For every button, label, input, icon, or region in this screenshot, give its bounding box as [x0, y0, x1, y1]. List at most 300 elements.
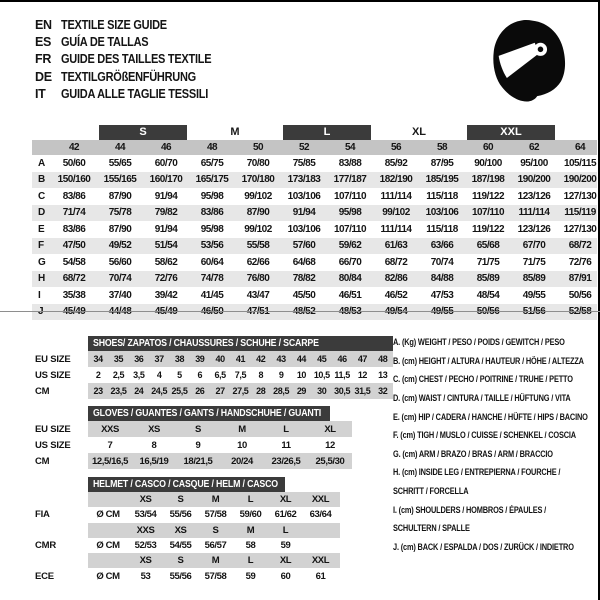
size-value: 45/50: [292, 289, 316, 301]
size-value: 9: [278, 370, 284, 380]
language-line-en: [35, 16, 232, 33]
size-value: 56/57: [204, 540, 227, 552]
size-value: 61: [315, 570, 326, 582]
row-label: FIA: [35, 509, 50, 521]
language-code: IT: [35, 87, 46, 102]
size-value: 11,5: [334, 370, 350, 380]
size-value: 9: [195, 439, 201, 451]
size-value: 59: [280, 540, 291, 552]
size-value: 28: [256, 386, 266, 396]
size-value: 83/86: [62, 190, 86, 202]
row-label: EU SIZE: [35, 423, 71, 435]
size-column-44: 44: [114, 142, 126, 153]
row-values: [88, 351, 393, 367]
size-value: M: [238, 423, 246, 435]
size-value: 7: [107, 439, 113, 451]
size-value: 119/122: [471, 223, 505, 235]
size-value: XL: [279, 555, 292, 567]
size-value: 127/130: [563, 190, 597, 202]
table-row: [35, 492, 340, 507]
size-column-56: 56: [390, 142, 402, 153]
measure-row-i: [32, 287, 597, 304]
size-value: 34: [93, 354, 103, 364]
size-value: 82/86: [384, 273, 408, 285]
size-value: 23: [93, 386, 103, 396]
size-value: 71/75: [476, 256, 500, 268]
size-value: 3,5: [133, 370, 145, 380]
legend-item: G. (cm) ARM / BRAZO / BRAS / ARM / BRACCIO: [393, 448, 553, 459]
size-value: 12,5/16,5: [91, 455, 129, 467]
measure-row-b: [32, 172, 597, 189]
measure-row-e: [32, 221, 597, 238]
table-row: [35, 568, 340, 583]
language-line-es: [35, 33, 232, 50]
size-value: 57/58: [204, 509, 227, 521]
row-values: [88, 421, 352, 437]
size-value: M: [211, 494, 220, 506]
size-value: 27: [215, 386, 225, 396]
gloves-size-table: [35, 406, 352, 469]
size-value: 115/118: [426, 223, 458, 235]
size-value: 150/160: [57, 174, 91, 186]
size-value: 57/58: [204, 570, 227, 582]
size-value: 31,5: [354, 386, 371, 396]
size-value: 187/198: [471, 174, 505, 186]
measurement-legend: [393, 333, 597, 556]
size-value: XL: [324, 423, 336, 435]
table-row: [35, 523, 340, 538]
size-value: 68/72: [62, 273, 86, 285]
table-row: [35, 437, 352, 453]
row-values: [88, 383, 393, 399]
size-value: 43/47: [246, 289, 270, 301]
guide-title: GUÍA DE TALLAS: [61, 35, 149, 50]
size-value: XL: [279, 494, 292, 506]
table-title: HELMET / CASCO / CASQUE / HELM / CASCO: [93, 479, 278, 490]
language-line-de: [35, 68, 232, 85]
size-value: S: [177, 494, 184, 506]
table-row: [35, 507, 340, 522]
size-value: 36: [134, 354, 144, 364]
size-value: 26: [195, 386, 205, 396]
size-value: 46: [337, 354, 347, 364]
size-group-label: L: [283, 125, 371, 140]
guide-title: GUIDE DES TAILLES TEXTILE: [61, 52, 212, 67]
size-value: 41: [235, 354, 246, 364]
size-value: S: [177, 555, 184, 567]
size-value: 83/86: [62, 223, 86, 235]
size-value: 80/84: [338, 273, 362, 285]
size-value: 37/40: [108, 289, 132, 301]
legend-item: I. (cm) SHOULDERS / HOMBROS / ÉPAULES /: [393, 504, 547, 515]
size-value: 10,5: [313, 370, 330, 380]
size-value: 90/100: [474, 157, 502, 169]
shoes-size-table: [35, 336, 393, 399]
row-values: [88, 492, 340, 507]
row-label: A: [38, 157, 46, 169]
size-value: Ø CM: [96, 540, 120, 552]
row-label: B: [38, 174, 46, 186]
size-value: 58: [245, 540, 256, 552]
size-value: 84/88: [430, 273, 454, 285]
table-row: [35, 453, 352, 469]
row-label: CM: [35, 385, 50, 397]
size-value: L: [283, 423, 289, 435]
size-value: 59/62: [338, 240, 362, 252]
size-value: 173/183: [287, 174, 321, 186]
size-value: XS: [139, 494, 152, 506]
size-value: 190/200: [517, 174, 551, 186]
size-group-s: [97, 124, 189, 140]
size-value: 60: [280, 570, 291, 582]
size-value: 58/62: [154, 256, 178, 268]
size-value: 155/165: [103, 174, 137, 186]
size-value: 68/72: [568, 240, 592, 252]
size-value: 79/82: [154, 207, 178, 219]
size-value: 29: [296, 386, 307, 396]
size-value: 8: [151, 439, 157, 451]
row-label: EU SIZE: [35, 353, 71, 365]
language-code: DE: [35, 69, 52, 84]
size-value: 27,5: [232, 386, 249, 396]
size-value: 67/70: [522, 240, 546, 252]
size-value: 45: [317, 354, 327, 364]
size-value: 28,5: [273, 386, 290, 396]
size-value: 103/106: [425, 207, 459, 219]
size-value: 32: [378, 386, 388, 396]
size-value: 2: [95, 370, 101, 380]
row-values: [88, 523, 340, 538]
size-column-48: 48: [206, 142, 218, 153]
size-value: 41/45: [200, 289, 224, 301]
size-value: 61/62: [274, 509, 297, 521]
size-value: 87/90: [108, 190, 132, 202]
size-value: 50/60: [62, 157, 86, 169]
helmet-title-bar: [88, 477, 285, 492]
row-label: D: [38, 207, 46, 219]
size-value: 57/60: [292, 240, 316, 252]
legend-item: J. (cm) BACK / ESPALDA / DOS / ZURÜCK / INDIETRO: [393, 541, 574, 552]
legend-item: D. (cm) WAIST / CINTURA / TAILLE / HÜFTUNG / VITA: [393, 393, 571, 404]
size-value: 59: [245, 570, 256, 582]
size-group-label: XL: [411, 126, 427, 138]
size-value: 38: [174, 354, 185, 364]
size-value: 24: [134, 386, 144, 396]
size-value: 85/89: [522, 273, 546, 285]
size-value: 43: [276, 354, 286, 364]
size-value: 115/118: [426, 190, 458, 202]
size-value: 119/122: [471, 190, 505, 202]
size-value: 165/175: [195, 174, 229, 186]
size-value: 71/75: [522, 256, 546, 268]
legend-item: SCHULTERN / SPALLE: [393, 523, 470, 534]
size-value: 39/42: [154, 289, 178, 301]
legend-item: C. (cm) CHEST / PECHO / POITRINE / TRUHE / PETTO: [393, 374, 573, 385]
size-group-label: S: [99, 125, 187, 140]
size-group-m: [189, 124, 281, 140]
size-value: 47/53: [430, 289, 454, 301]
size-value: 185/195: [425, 174, 459, 186]
size-column-64: 64: [574, 142, 586, 153]
size-value: 35/38: [62, 289, 86, 301]
size-value: 123/126: [517, 190, 551, 202]
size-value: 64/68: [292, 256, 316, 268]
size-value: L: [247, 555, 254, 567]
size-value: 39: [195, 354, 205, 364]
size-value: 46/51: [338, 289, 362, 301]
size-column-58: 58: [436, 142, 448, 153]
row-label: F: [38, 240, 45, 252]
size-value: XS: [148, 423, 160, 435]
size-value: 70/74: [430, 256, 454, 268]
size-value: 6: [197, 370, 203, 380]
size-value: XXS: [136, 524, 155, 536]
size-value: 35: [113, 354, 124, 364]
table-row: [35, 538, 340, 553]
row-label: C: [38, 190, 46, 202]
size-column-50: 50: [252, 142, 264, 153]
legend-item: SCHRITT / FORCELLA: [393, 486, 469, 497]
size-value: XS: [139, 555, 152, 567]
size-column-52: 52: [298, 142, 310, 153]
size-group-row: [32, 124, 597, 140]
table-row: [35, 553, 340, 568]
size-value: S: [195, 423, 201, 435]
row-values: [88, 367, 393, 383]
measure-row-d: [32, 205, 597, 222]
size-value: 55/58: [246, 240, 270, 252]
size-value: 190/200: [563, 174, 597, 186]
row-values: [88, 453, 352, 469]
size-value: 99/102: [244, 223, 272, 235]
size-value: 87/90: [246, 207, 270, 219]
size-value: 177/187: [333, 174, 367, 186]
shoes-title-bar: [88, 336, 393, 351]
size-value: 72/76: [154, 273, 178, 285]
size-value: 53: [140, 570, 151, 582]
row-label: E: [38, 223, 45, 235]
table-row: [35, 383, 393, 399]
size-value: 99/102: [244, 190, 272, 202]
size-value: 48/54: [476, 289, 500, 301]
size-value: 111/114: [518, 207, 550, 219]
size-value: 49/52: [108, 240, 132, 252]
size-value: 40: [215, 354, 225, 364]
guide-title: GUIDA ALLE TAGLIE TESSILI: [61, 87, 209, 102]
size-group-label: M: [230, 126, 240, 138]
size-value: 66/70: [338, 256, 362, 268]
size-value: 85/92: [384, 157, 408, 169]
size-value: 16,5/19: [139, 455, 169, 467]
size-value: 37: [154, 354, 164, 364]
size-value: 48: [378, 354, 388, 364]
row-label: ECE: [35, 570, 54, 582]
size-column-42: 42: [68, 142, 80, 153]
row-values: [88, 437, 352, 453]
size-value: M: [246, 524, 255, 536]
size-value: 87/91: [568, 273, 592, 285]
language-code: ES: [35, 35, 52, 50]
size-value: Ø CM: [96, 509, 120, 521]
legend-item: F. (cm) TIGH / MUSLO / CUISSE / SCHENKEL / COSCIA: [393, 430, 576, 441]
size-group-label: XXL: [467, 125, 555, 140]
size-value: 55/56: [169, 570, 192, 582]
gloves-title-bar: [88, 406, 330, 421]
size-value: 18/21,5: [183, 455, 213, 467]
row-values: [88, 553, 340, 568]
size-value: 30: [317, 386, 327, 396]
size-value: 53/56: [200, 240, 224, 252]
measure-row-f: [32, 238, 597, 255]
row-label: G: [38, 256, 46, 268]
size-value: 12: [357, 370, 368, 380]
guide-title: TEXTILGRÖßENFÜHRUNG: [61, 69, 196, 84]
legend-item: H. (cm) INSIDE LEG / ENTREPIERNA / FOURCHE /: [393, 467, 561, 478]
size-value: 111/114: [380, 223, 412, 235]
size-value: 91/94: [154, 223, 178, 235]
size-value: 42: [256, 354, 266, 364]
size-value: 103/106: [287, 223, 321, 235]
table-title: SHOES/ ZAPATOS / CHAUSSURES / SCHUHE / SCARPE: [93, 338, 319, 349]
size-number-header-row: [32, 140, 597, 155]
shoes-header-row: [35, 336, 393, 351]
size-value: 55/65: [108, 157, 132, 169]
size-value: 99/102: [382, 207, 410, 219]
size-value: 71/74: [62, 207, 86, 219]
size-value: 60/64: [200, 256, 224, 268]
size-value: 85/89: [476, 273, 500, 285]
size-value: S: [212, 524, 219, 536]
size-value: 76/80: [246, 273, 270, 285]
legend-item: E. (cm) HIP / CADERA / HANCHE / HÜFTE / HIPS / BACINO: [393, 411, 588, 422]
size-value: 127/130: [563, 223, 597, 235]
size-value: 55/56: [169, 509, 192, 521]
measure-row-a: [32, 155, 597, 172]
size-value: 59/60: [239, 509, 262, 521]
size-column-62: 62: [528, 142, 540, 153]
row-label: CMR: [35, 540, 57, 552]
size-value: 182/190: [379, 174, 413, 186]
size-value: 61/63: [384, 240, 408, 252]
size-value: 23/26,5: [271, 455, 301, 467]
size-value: 95/98: [338, 207, 362, 219]
language-code: FR: [35, 52, 52, 67]
size-value: 63/66: [430, 240, 454, 252]
size-value: 25,5: [171, 386, 188, 396]
size-value: 47: [357, 354, 368, 364]
size-value: 13: [378, 370, 388, 380]
size-value: 70/80: [246, 157, 270, 169]
row-label: US SIZE: [35, 439, 71, 451]
measure-row-h: [32, 271, 597, 288]
language-code: EN: [35, 17, 52, 32]
size-value: 10: [237, 439, 247, 451]
language-title-block: [35, 16, 232, 103]
size-value: 60/70: [154, 157, 178, 169]
size-group-xl: [373, 124, 465, 140]
size-value: 30,5: [334, 386, 351, 396]
size-column-54: 54: [344, 142, 356, 153]
row-values: [88, 538, 338, 553]
size-value: 160/170: [149, 174, 183, 186]
size-value: 78/82: [292, 273, 316, 285]
size-value: L: [247, 494, 254, 506]
table-row: [35, 421, 352, 437]
language-line-fr: [35, 51, 232, 68]
top-border: [0, 0, 600, 2]
size-value: 51/54: [154, 240, 178, 252]
size-value: 54/58: [62, 256, 86, 268]
size-value: 83/86: [200, 207, 224, 219]
size-value: 56/60: [108, 256, 132, 268]
size-value: 95/100: [520, 157, 548, 169]
size-value: 8: [258, 370, 264, 380]
row-values: [88, 507, 338, 522]
size-value: 47/50: [62, 240, 86, 252]
size-value: 87/90: [108, 223, 132, 235]
size-value: 95/98: [200, 190, 224, 202]
size-value: 123/126: [517, 223, 551, 235]
table-title: GLOVES / GUANTES / GANTS / HANDSCHUHE / GUANTI: [93, 408, 322, 419]
size-value: 12: [325, 439, 335, 451]
table-row: [35, 351, 393, 367]
size-value: 24,5: [151, 386, 168, 396]
size-value: M: [211, 555, 220, 567]
size-value: 50/56: [568, 289, 592, 301]
legend-item: B. (cm) HEIGHT / ALTURA / HAUTEUR / HÖHE / ALTEZZA: [393, 355, 584, 366]
size-value: 91/94: [292, 207, 316, 219]
size-value: 107/110: [471, 207, 505, 219]
row-values: [88, 568, 338, 583]
size-value: 23,5: [110, 386, 127, 396]
size-value: 11: [281, 439, 291, 451]
table-row: [35, 367, 393, 383]
size-value: 20/24: [231, 455, 253, 467]
size-value: 103/106: [287, 190, 321, 202]
size-value: 170/180: [241, 174, 275, 186]
size-value: 65/75: [200, 157, 224, 169]
racing-helmet-icon: [488, 14, 570, 106]
size-value: 107/110: [333, 223, 367, 235]
size-value: 53/54: [134, 509, 157, 521]
size-value: 54/55: [169, 540, 192, 552]
row-label: CM: [35, 455, 50, 467]
gloves-header-row: [35, 406, 352, 421]
size-column-46: 46: [160, 142, 172, 153]
size-value: 91/94: [154, 190, 178, 202]
guide-title: TEXTILE SIZE GUIDE: [61, 17, 167, 32]
size-value: 75/85: [292, 157, 316, 169]
size-value: 49/55: [522, 289, 546, 301]
legend-item: A. (Kg) WEIGHT / PESO / POIDS / GEWITCH / PESO: [393, 337, 565, 348]
size-value: 62/66: [246, 256, 270, 268]
size-value: XXL: [311, 555, 330, 567]
row-label: I: [38, 289, 41, 301]
size-value: 44: [296, 354, 307, 364]
size-value: XS: [174, 524, 187, 536]
row-label: US SIZE: [35, 369, 71, 381]
size-value: 6,5: [214, 370, 226, 380]
size-value: 52/53: [134, 540, 157, 552]
size-value: 70/74: [108, 273, 132, 285]
size-value: 74/78: [200, 273, 224, 285]
row-label: H: [38, 273, 46, 285]
size-column-60: 60: [482, 142, 494, 153]
size-value: 87/95: [430, 157, 454, 169]
section-divider: [0, 311, 600, 312]
measure-row-c: [32, 188, 597, 205]
size-value: 72/76: [568, 256, 592, 268]
